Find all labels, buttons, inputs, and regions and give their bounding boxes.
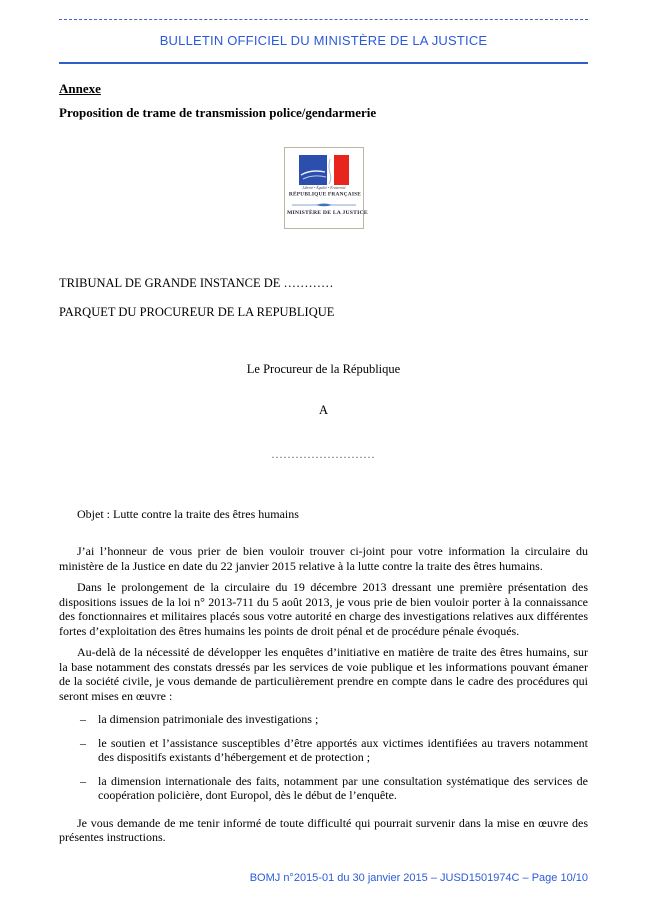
dash-bullet-icon: – xyxy=(80,773,86,788)
ministry-logo-container xyxy=(59,147,588,229)
recipient-a-label: A xyxy=(318,403,329,417)
french-flag-icon xyxy=(299,155,349,185)
document-page xyxy=(0,19,647,845)
bullet-3-text: la dimension internationale des faits, notamment par une consultation systématique des services de coopération policière, dont Europol, dès le début de l’enquête. xyxy=(98,773,588,802)
sender-line: Le Procureur de la République xyxy=(246,362,401,376)
list-item xyxy=(59,712,588,727)
paragraph-3: Au-delà de la nécessité de développer les enquêtes d’initiative en matière de traite des êtres humains, sur la base notamment des constats dressés par les services de voie publique et les informations pouvant émaner de la société civile, je vous demande de particulièrement prendre en compte dans le cadre des procédures qui seront mises en œuvre : xyxy=(59,645,588,703)
recipient-dots-line: .......................... xyxy=(271,447,376,461)
ministry-logo xyxy=(284,147,368,229)
bulletin-title: BULLETIN OFFICIEL DU MINISTÈRE DE LA JUSTICE xyxy=(159,33,488,48)
annexe-subheading: Proposition de trame de transmission police/gendarmerie xyxy=(59,105,377,120)
parquet-line: PARQUET DU PROCUREUR DE LA REPUBLIQUE xyxy=(59,305,335,319)
logo-motto: Liberté • Égalité • Fraternité xyxy=(301,186,346,191)
closing-paragraph: Je vous demande de me tenir informé de toute difficulté qui pourrait survenir dans la mise en œuvre des présentes instructions. xyxy=(59,815,588,844)
bullet-2-text: le soutien et l’assistance susceptibles d’être apportés aux victimes identifiées au travers notamment des dispositifs existants d’hébergement et de protection ; xyxy=(98,735,588,764)
dash-bullet-icon: – xyxy=(80,712,86,726)
bullet-1-text: la dimension patrimoniale des investigations ; xyxy=(98,712,319,726)
list-item xyxy=(59,774,588,803)
tribunal-line: TRIBUNAL DE GRANDE INSTANCE DE ………… xyxy=(59,276,334,290)
logo-wave-divider-icon xyxy=(292,202,356,208)
paragraph-1: J’ai l’honneur de vous prier de bien vouloir trouver ci-joint pour votre information la circulaire du ministère de la Justice en date du 22 janvier 2015 relative à la lutte contre la traite des êtres humains. xyxy=(59,544,588,573)
header-dashed-rule xyxy=(59,19,588,20)
dash-bullet-icon: – xyxy=(80,735,86,750)
logo-ministry-name: MINISTÈRE DE LA JUSTICE xyxy=(286,210,368,216)
subject-line: Objet : Lutte contre la traite des êtres humains xyxy=(77,507,299,521)
annexe-heading: Annexe xyxy=(59,81,101,96)
logo-republic-name: RÉPUBLIQUE FRANÇAISE xyxy=(288,192,361,198)
header-solid-rule xyxy=(59,62,588,64)
paragraph-2: Dans le prolongement de la circulaire du 19 décembre 2013 dressant une première présentation des dispositions issues de la loi n° 2013-711 du 5 août 2013, je vous prie de bien vouloir porter à la connaissance des fonctionnaires et militaires placés sous votre autorité en charge des investigations relatives aux différentes fortes d’exploitation des êtres humains les points de droit pénal et de procédure pénale évoqués. xyxy=(59,580,588,638)
page-footer: BOMJ n°2015-01 du 30 janvier 2015 – JUSD1501974C – Page 10/10 xyxy=(249,872,588,884)
list-item xyxy=(59,736,588,765)
